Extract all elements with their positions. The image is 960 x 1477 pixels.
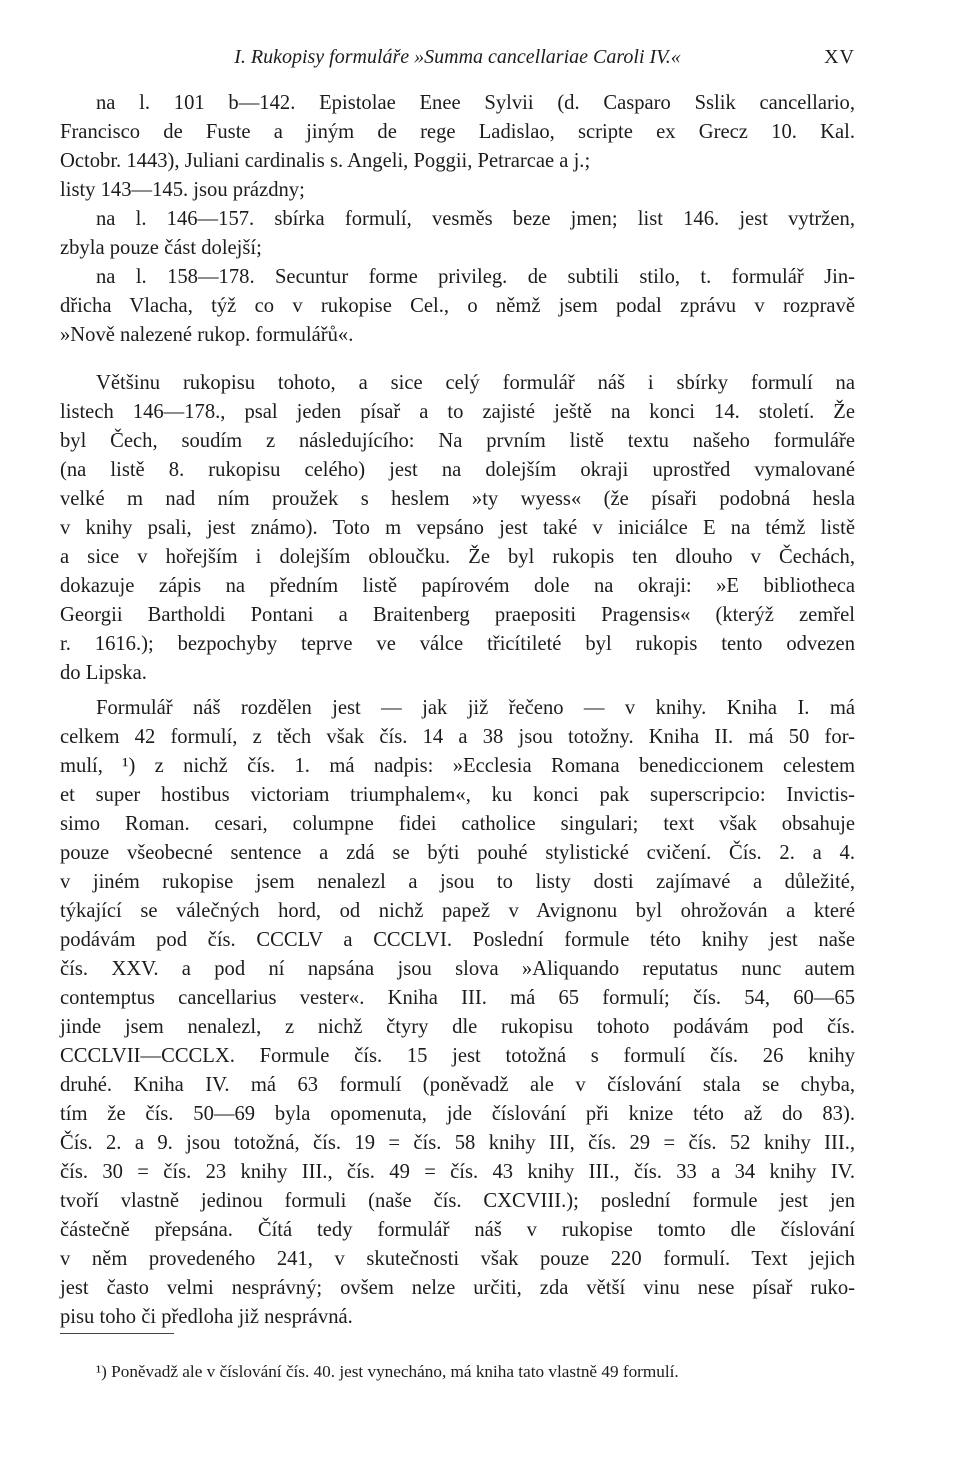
text-line: do Lipska. bbox=[60, 662, 147, 684]
text-line: dokazuje zápis na předním listě papírovém dole na okraji: »E bibliotheca bbox=[60, 575, 855, 597]
text-line: na l. 146—157. sbírka formulí, vesměs beze jmen; list 146. jest vytržen, bbox=[96, 208, 855, 230]
text-line: čís. XXV. a pod ní napsána jsou slova »Aliquando reputatus nunc autem bbox=[60, 958, 855, 980]
text-line: Čís. 2. a 9. jsou totožná, čís. 19 = čís. 58 knihy III, čís. 29 = čís. 52 knihy III., bbox=[60, 1132, 855, 1154]
text-line: r. 1616.); bezpochyby teprve ve válce třicítileté byl rukopis tento odvezen bbox=[60, 633, 855, 655]
text-line: jinde jsem nenalezl, z nichž čtyry dle rukopisu tohoto podávám pod čís. bbox=[60, 1016, 855, 1038]
text-line: na l. 101 b—142. Epistolae Enee Sylvii (d. Casparo Sslik cancellario, bbox=[96, 92, 855, 114]
text-line: týkající se válečných hord, od nichž papež v Avignonu byl ohrožován a které bbox=[60, 900, 855, 922]
text-line: Většinu rukopisu tohoto, a sice celý formulář náš i sbírky formulí na bbox=[96, 372, 855, 394]
text-line: v něm provedeného 241, v skutečnosti však pouze 220 formulí. Text jejich bbox=[60, 1248, 855, 1270]
text-line: pouze všeobecné sentence a zdá se býti pouhé stylistické cvičení. Čís. 2. a 4. bbox=[60, 842, 855, 864]
text-line: částečně přepsána. Čítá tedy formulář náš v rukopise tomto dle číslování bbox=[60, 1219, 855, 1241]
text-line: jest často velmi nesprávný; ovšem nelze určiti, zda větší vinu nese písař ruko- bbox=[60, 1277, 855, 1299]
paragraph-scribe bbox=[60, 369, 855, 688]
text-line: Georgii Bartholdi Pontani a Braitenberg praepositi Pragensis« (kterýž zemřel bbox=[60, 604, 855, 626]
paragraph-manuscript-contents bbox=[60, 89, 855, 350]
text-line: čís. 30 = čís. 23 knihy III., čís. 49 = čís. 43 knihy III., čís. 33 a 34 knihy IV. bbox=[60, 1161, 855, 1183]
text-line: simo Roman. cesari, columpne fidei catholice singulari; text však obsahuje bbox=[60, 813, 855, 835]
text-line: listech 146—178., psal jeden písař a to zajisté ještě na konci 14. století. Že bbox=[60, 401, 855, 423]
text-line: »Nově nalezené rukop. formulářů«. bbox=[60, 324, 354, 346]
paragraph-books bbox=[60, 694, 855, 1332]
text-line: v jiném rukopise jsem nenalezl a jsou to listy dosti zajímavé a důležité, bbox=[60, 871, 855, 893]
text-line: dřicha Vlacha, týž co v rukopise Cel., o němž jsem podal zprávu v rozpravě bbox=[60, 295, 855, 317]
text-line: CCCLVII—CCCLX. Formule čís. 15 jest totožná s formulí čís. 26 knihy bbox=[60, 1045, 855, 1067]
text-line: pisu toho či předloha již nesprávná. bbox=[60, 1306, 353, 1328]
text-line: celkem 42 formulí, z těch však čís. 14 a 38 jsou totožny. Kniha II. má 50 for- bbox=[60, 726, 855, 748]
footnote-separator bbox=[60, 1333, 174, 1334]
running-header bbox=[60, 46, 855, 70]
text-line: v knihy psali, jest známo). Toto m vepsáno jest také v iniciálce E na témž listě bbox=[60, 517, 855, 539]
text-line: Octobr. 1443), Juliani cardinalis s. Angeli, Poggii, Petrarcae a j.; bbox=[60, 150, 591, 172]
text-line: tvoří vlastně jedinou formuli (naše čís. CXCVIII.); poslední formule jest jen bbox=[60, 1190, 855, 1212]
text-line: mulí, ¹) z nichž čís. 1. má nadpis: »Ecclesia Romana benediccionem celestem bbox=[60, 755, 855, 777]
text-line: a sice v hořejším i dolejším obloučku. Že byl rukopis ten dlouho v Čechách, bbox=[60, 546, 855, 568]
text-line: druhé. Kniha IV. má 63 formulí (poněvadž ale v číslování stala se chyba, bbox=[60, 1074, 855, 1096]
text-line: et super hostibus victoriam triumphalem«, ku konci pak superscripcio: Invictis- bbox=[60, 784, 855, 806]
text-line: (na listě 8. rukopisu celého) jest na dolejším okraji uprostřed vymalované bbox=[60, 459, 855, 481]
document-page bbox=[60, 0, 855, 1477]
page-number: XV bbox=[824, 46, 855, 68]
text-line: Francisco de Fuste a jiným de rege Ladislao, scripte ex Grecz 10. Kal. bbox=[60, 121, 855, 143]
text-line: Formulář náš rozdělen jest — jak již řečeno — v knihy. Kniha I. má bbox=[96, 697, 855, 719]
text-line: zbyla pouze část dolejší; bbox=[60, 237, 262, 259]
text-line: contemptus cancellarius vester«. Kniha III. má 65 formulí; čís. 54, 60—65 bbox=[60, 987, 855, 1009]
text-line: podávám pod čís. CCCLV a CCCLVI. Poslední formule této knihy jest naše bbox=[60, 929, 855, 951]
text-line: listy 143—145. jsou prázdny; bbox=[60, 179, 305, 201]
text-line: velké m nad ním proužek s heslem »ty wyess« (že písaři podobná hesla bbox=[60, 488, 855, 510]
text-line: tím že čís. 50—69 byla opomenuta, jde číslování při knize této až do 83). bbox=[60, 1103, 855, 1125]
running-title: I. Rukopisy formuláře »Summa cancellariae Caroli IV.« bbox=[234, 46, 681, 68]
text-line: na l. 158—178. Secuntur forme privileg. de subtili stilo, t. formulář Jin- bbox=[96, 266, 855, 288]
text-line: byl Čech, soudím z následujícího: Na prvním listě textu našeho formuláře bbox=[60, 430, 855, 452]
footnote: ¹) Poněvadž ale v číslování čís. 40. jest vynecháno, má kniha tato vlastně 49 formulí. bbox=[96, 1362, 679, 1381]
